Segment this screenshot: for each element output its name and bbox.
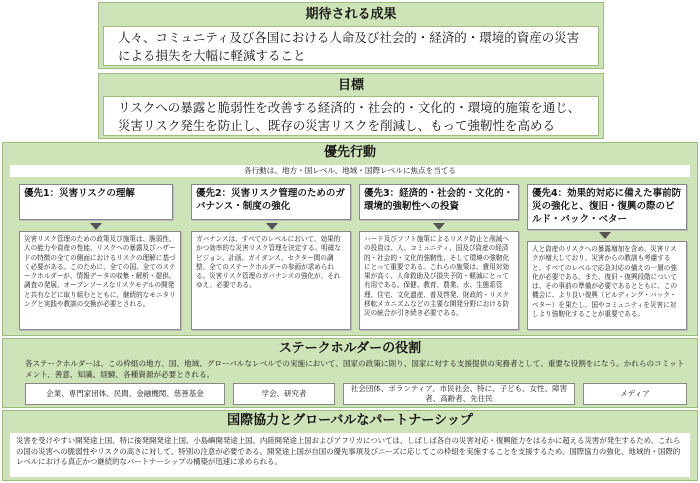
priority-1-heading: 優先1：災害リスクの理解 (19, 184, 173, 220)
goal-section (98, 73, 604, 139)
goal-text: リスクへの暴露と脆弱性を改善する経済的・社会的・文化的・環境的施策を通じ、災害リスク発生を防止し、既存の災害リスクを削減し、もって強靭性を高める (103, 96, 599, 136)
priorities-title: 優先行動 (323, 145, 376, 160)
stakeholders-title: ステークホルダーの役割 (278, 341, 422, 356)
priority-2-arrow (266, 223, 278, 230)
outcome-title: 期待される成果 (103, 6, 599, 25)
priority-3-heading: 優先3：経済的・社会的・文化的・環境的強靭性への投資 (359, 184, 519, 220)
priority-1-body: 災害リスク管理のための政策及び施策は、脆弱性、人の能力や資産の性能、リスクへの暴露及びハザードの特徴の全ての側面におけるリスクの理解に基づく必要がある。このために、全ての国、全てのステークホルダーが、情報データの収集・解析・提供、調査の発展、オープンソースなリスクモデルの開発と共有などに取り組むとともに、継続的なモニタリングと実践や教訓の交換が必要とされる。 (19, 231, 181, 330)
priority-2-heading: 優先2：災害リスク管理のためのガバナンス・制度の強化 (191, 184, 351, 220)
priority-3-body: ハード及びソフト施策によるリスク防止と削減への投資は、人、コミュニティ、国及び資産の経済的・社会的・文化的強靭性、そして環境の強靭化にとって重要である。これらの施策は、費用対効果が高く、人命救助及び損失予防・軽減にとって有用である。保健、教育、農業、水、生態系管理、住宅、文化遺産、普及啓発、財政的・リスク移転メカニズムなどの主要な開発分野における防災の統合が引き続き必要である。 (359, 231, 519, 330)
priority-2-body: ガバナンスは、すべてのレベルにおいて、効果的かつ効率的な災害リスク管理を決定する。明確なビジョン、計画、ガイダンス、セクター間の調整、全てのステークホルダーの参画が求められる。災害リスク管理のガバナンスの強化が、それゆえ、必要である。 (191, 231, 351, 330)
priority-3-arrow (433, 223, 445, 230)
international-title: 国際協力とグローバルなパートナーシップ (227, 413, 473, 428)
stakeholders-section (2, 338, 698, 408)
stakeholder-group-media: メディア (583, 383, 687, 405)
priority-4-arrow (599, 232, 611, 239)
priority-4-heading: 優先4：効果的対応に備えた事前防災の強化と、復旧・復興の際のビルド・バック・ベター (527, 184, 687, 230)
priority-4-body: 人と資産のリスクへの暴露増加を含め、災害リスクが増大しており、災害からの教訓も考慮すると、すべてのレベルで応急対応の備えの一層の強化が必要である。また、復旧・復興段階については、その事前の準備が必要であるとともに、この機会に、より良い復興（ビルディング・バック・ベター）を果たし、国やコミュニティを災害に対しより強靭化することが重要である。 (527, 241, 687, 330)
priorities-subtitle: 各行動は、地方・国レベル、地域・国際レベルに焦点を当てる (9, 164, 691, 178)
goal-title: 目標 (103, 77, 599, 96)
stakeholders-text: 各ステークホルダーは、この枠組の地方、国、地域、グローバルなレベルでの実施において、国家の政策に則り、国家に対する支援提供の実務者として、重要な役割をになう。かれらのコミットメント、善意、知識、経験、各種資源が必要とされる。 (25, 359, 685, 379)
stakeholder-group-academia: 学会、研究者 (233, 383, 335, 405)
outcome-section (98, 2, 604, 69)
stakeholder-group-business: 企業、専門家団体、民間、金融機関、慈善基金 (25, 383, 225, 405)
international-text: 災害を受けやすい開発途上国、特に後発開発途上国、小島嶼開発途上国、内陸開発途上国およびアフリカについては、しばしば各自の災害対応・復興能力をはるかに超える災害が発生するため、これらの国の災害への脆弱性やリスクの高さに対して、特別の注意が必要である。開発途上国が自国の優先事項及びニーズに応じてこの枠組を実施することを支援するため、国際協力の強化、地域的・国際的レベルにおける真正かつ継続的なパートナーシップの構築が迅速に求められる。 (9, 432, 691, 478)
outcome-text: 人々、コミュニティ及び各国における人命及び社会的・経済的・環境的資産の災害による損失を大幅に軽減すること (103, 26, 599, 66)
priority-1-arrow (90, 223, 102, 230)
priorities-section (2, 142, 698, 336)
stakeholder-group-civil-society: 社会団体、ボランティア、市民社会、特に、子ども、女性、障害者、高齢者、先住民 (343, 383, 575, 405)
international-section (2, 410, 698, 481)
